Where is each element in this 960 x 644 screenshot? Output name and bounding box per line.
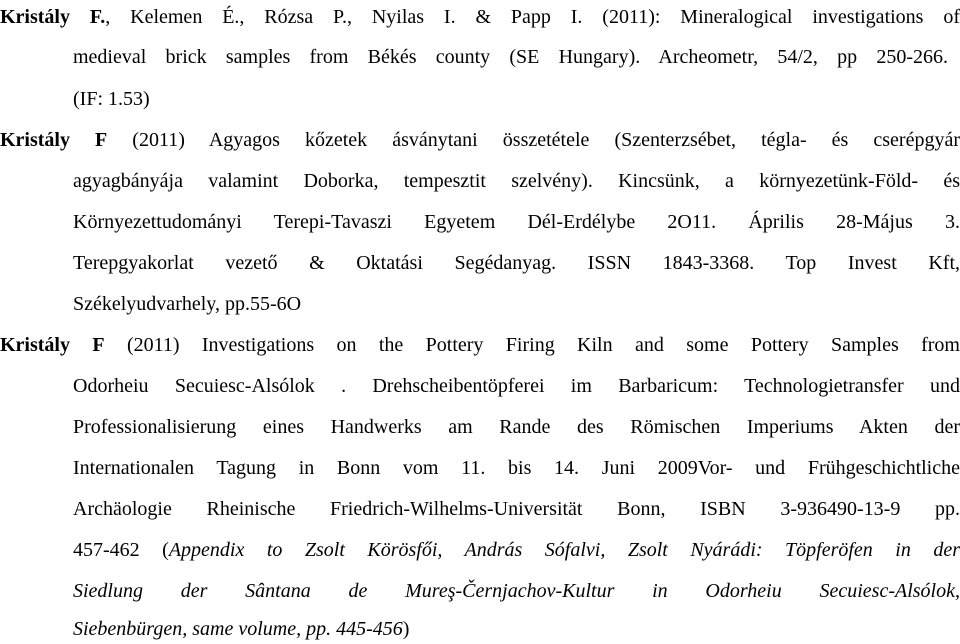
entry-1-line-3-text: (IF: 1.53) [73, 88, 150, 110]
entry-2-text: (2011) Agyagos kőzetek ásványtani összetétele (Szenterzsébet, tégla- és cserépgyár [107, 129, 960, 151]
entry-3-line-8-italic: Siebenbürgen, same volume, pp. 445-456 [73, 618, 403, 640]
entry-3-line-8 [73, 614, 960, 644]
entry-3-line-6-text: 457-462 ( [73, 539, 169, 561]
entry-3-line-3-text: Professionalisierung eines Handwerks am Rande des Römischen Imperiums Akten der [73, 416, 960, 438]
entry-2-line-5 [73, 289, 960, 319]
entry-3-line-7 [73, 576, 960, 606]
entry-3-text: (2011) Investigations on the Pottery Firing Kiln and some Pottery Samples from [104, 334, 960, 356]
entry-3-line-4 [73, 453, 960, 483]
entry-2-line-4 [73, 248, 960, 278]
entry-3-line-4-text: Internationalen Tagung in Bonn vom 11. bis 14. Juni 2009Vor- und Frühgeschichtliche [73, 457, 960, 479]
entry-3-line-7-italic: Siedlung der Sântana de Mureş-Černjachov-Kultur in Odorheiu Secuiesc-Alsólok, [73, 580, 960, 602]
entry-3-appendix-italic: Appendix to Zsolt Körösfői, András Sófalvi, Zsolt Nyárádi: Töpferöfen in der [168, 539, 960, 561]
entry-2-line-1 [0, 125, 960, 155]
entry-3-line-5-text: Archäologie Rheinische Friedrich-Wilhelms-Universität Bonn, ISBN 3-936490-13-9 pp. [73, 498, 960, 520]
entry-2-line-3-text: Környezettudományi Terepi-Tavaszi Egyetem Dél-Erdélybe 2O11. Április 28-Május 3. [73, 211, 960, 233]
entry-2-line-3 [73, 207, 960, 237]
entry-3-line-2-text: Odorheiu Secuiesc-Alsólok . Drehscheibentöpferei im Barbaricum: Technologietransfer und [73, 375, 960, 397]
entry-1-line-1 [0, 2, 960, 32]
entry-3-line-5 [73, 494, 960, 524]
entry-2-line-4-text: Terepgyakorlat vezető & Oktatási Segédanyag. ISSN 1843-3368. Top Invest Kft, [73, 252, 960, 274]
entry-3-line-2 [73, 371, 960, 401]
entry-2-line-5-text: Székelyudvarhely, pp.55-6O [73, 293, 302, 315]
entry-3-line-1 [0, 330, 960, 360]
entry-2-author: Kristály F [0, 129, 108, 151]
entry-3-author: Kristály F [0, 334, 105, 356]
entry-1-line-2 [73, 42, 948, 72]
entry-3-line-3 [73, 412, 960, 442]
entry-3-line-6 [73, 535, 960, 565]
entry-1-author: Kristály F. [0, 6, 106, 28]
entry-2-line-2 [73, 166, 960, 196]
entry-1-line-2-text: medieval brick samples from Békés county (SE Hungary). Archeometr, 54/2, pp 250-266. [73, 46, 948, 68]
entry-1-text: , Kelemen É., Rózsa P., Nyilas I. & Papp I. (2011): Mineralogical investigations of [105, 6, 960, 28]
entry-1-line-3 [73, 84, 960, 114]
entry-3-line-8-close: ) [402, 618, 410, 640]
entry-2-line-2-text: agyagbányája valamint Doborka, tempesztit szelvény). Kincsünk, a környezetünk-Föld- és [73, 170, 960, 192]
